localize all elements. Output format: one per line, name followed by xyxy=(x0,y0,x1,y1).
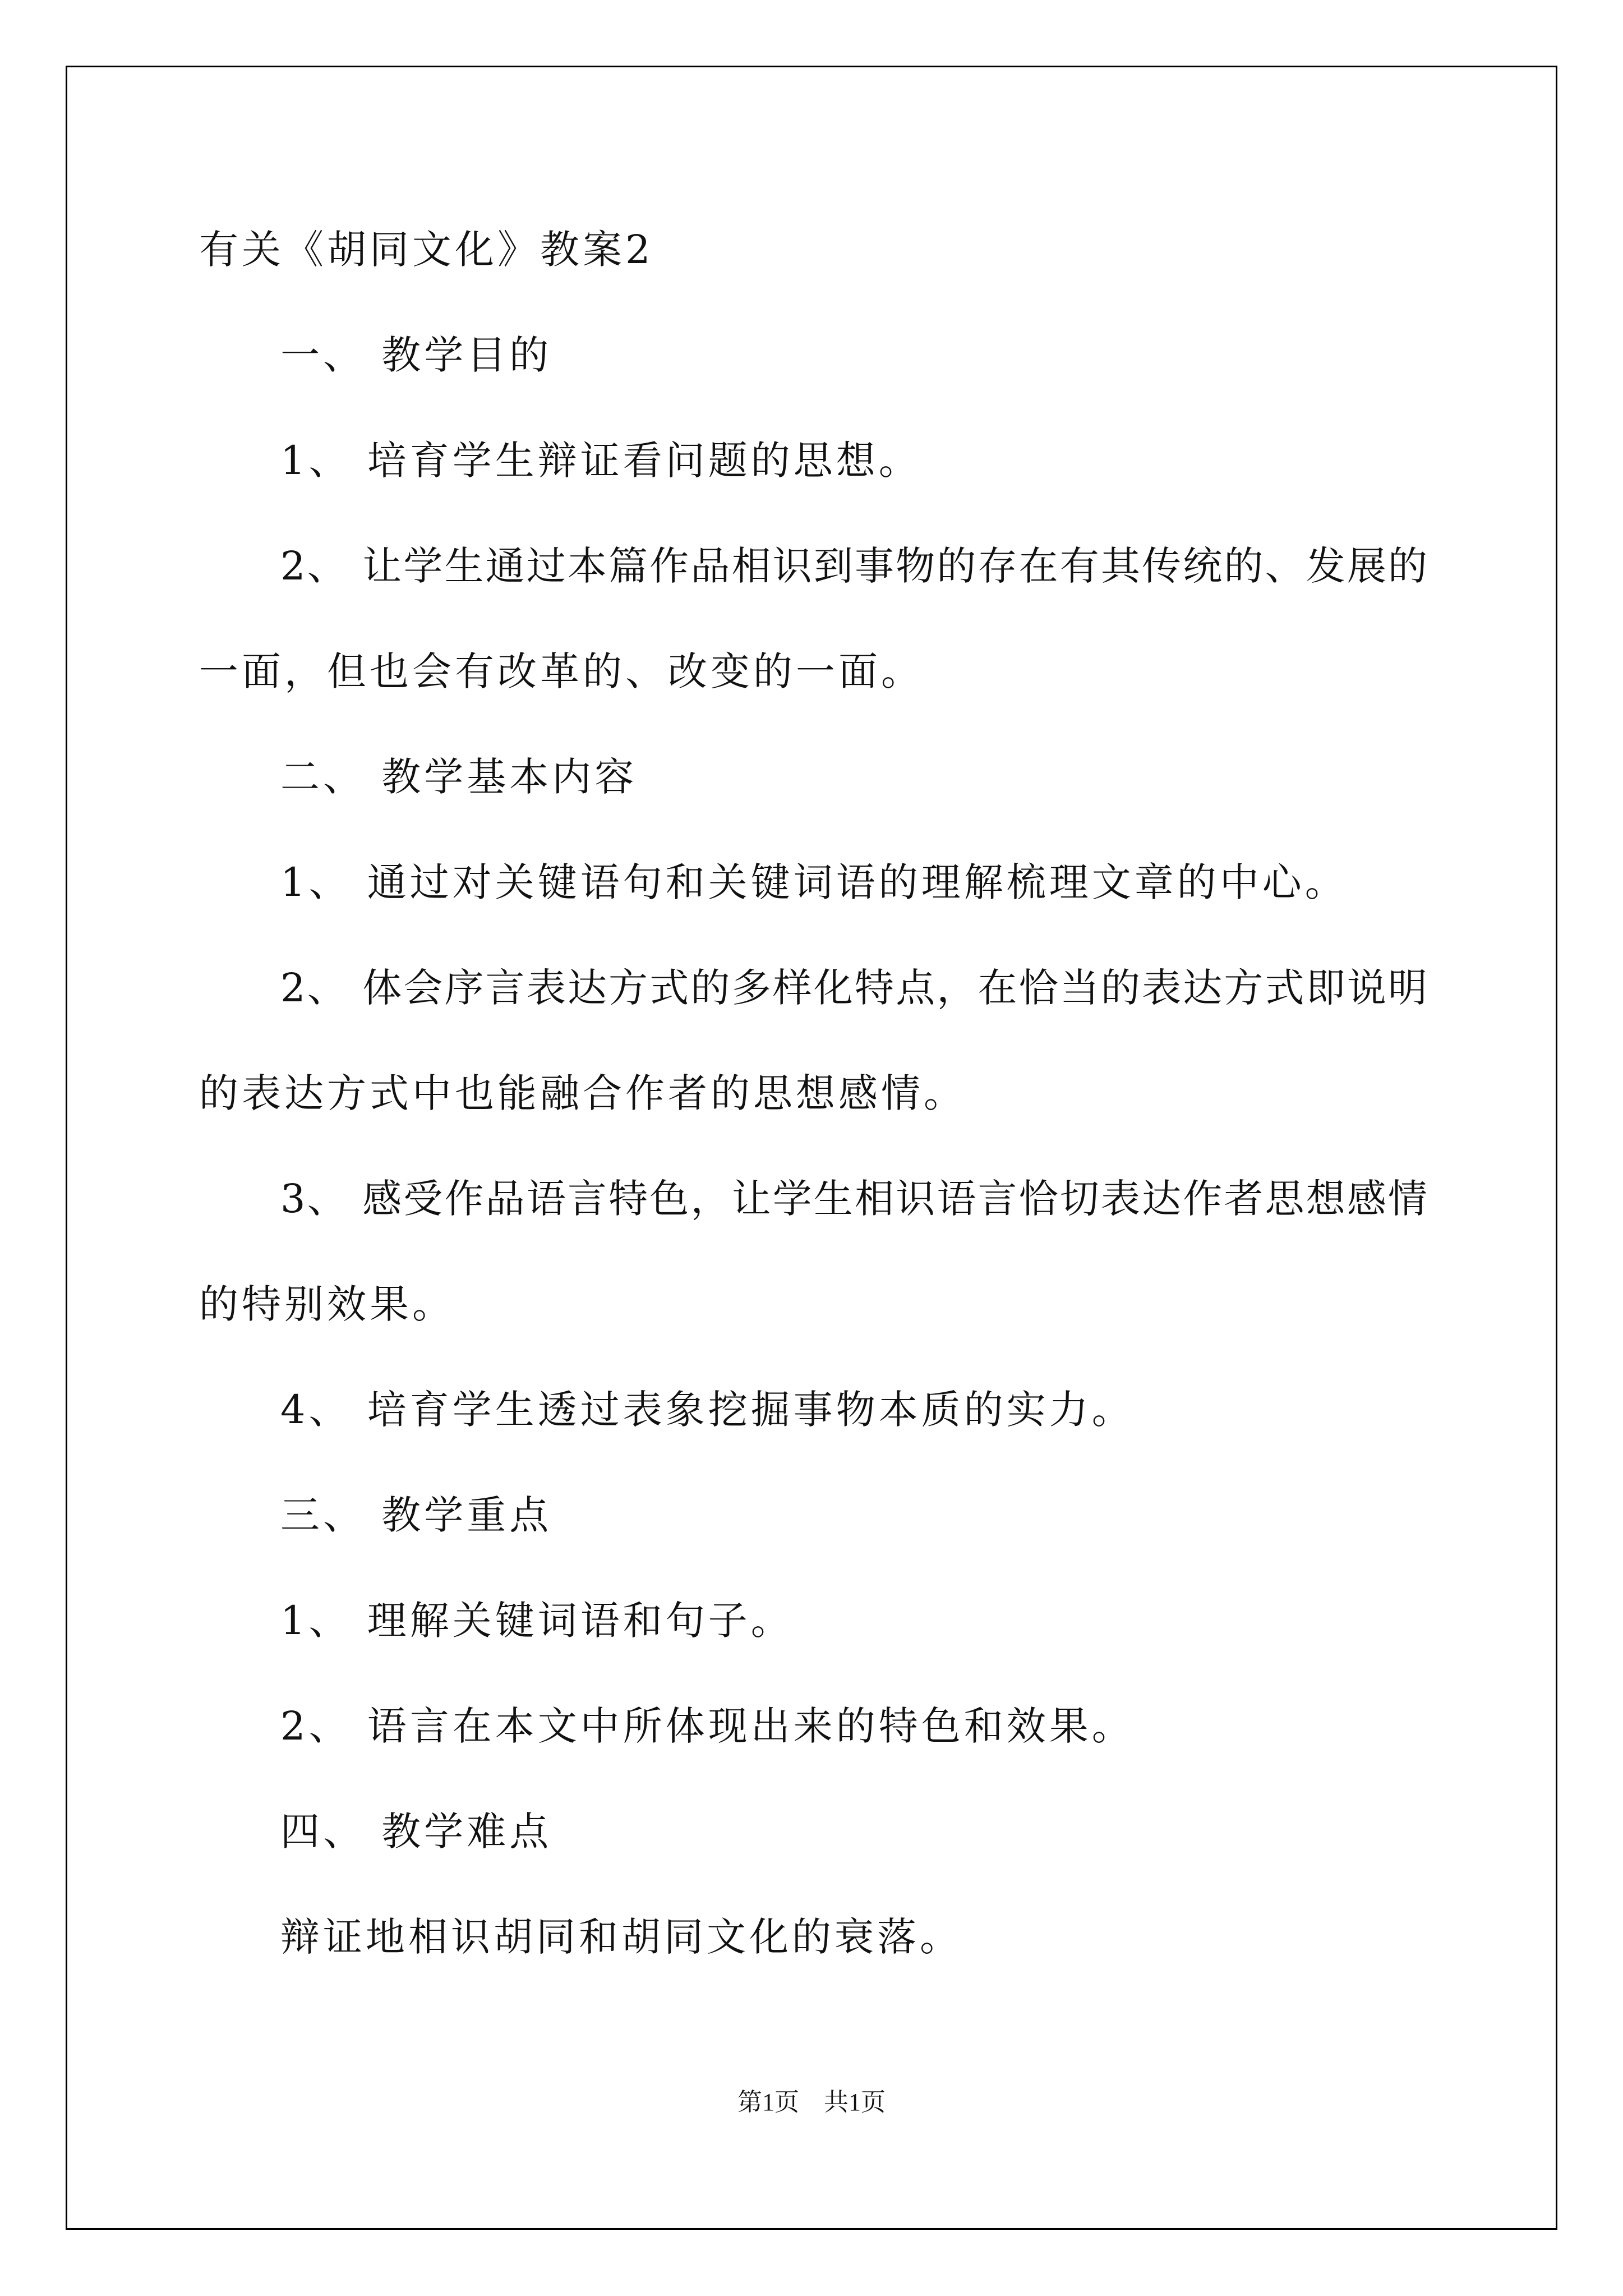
paragraph-key-point-2: 2、 语言在本文中所体现出来的特色和效果。 xyxy=(280,1703,1135,1749)
paragraph-content-4: 4、 培育学生透过表象挖掘事物本质的实力。 xyxy=(280,1387,1135,1433)
paragraph-content-3: 3、 感受作品语言特色，让学生相识语言恰切表达作者思想感情 xyxy=(280,1176,1427,1222)
paragraph-content-1: 1、 通过对关键语句和关键词语的理解梳理文章的中心。 xyxy=(280,859,1348,905)
paragraph-difficulty-1: 辩证地相识胡同和胡同文化的衰落。 xyxy=(280,1914,962,1960)
paragraph-content-2-continuation: 的表达方式中也能融合作者的思想感情。 xyxy=(199,1070,966,1116)
heading-key-points: 三、 教学重点 xyxy=(280,1492,552,1538)
paragraph-key-point-1: 1、 理解关键词语和句子。 xyxy=(280,1598,794,1644)
page-number-footer: 第1页 共1页 xyxy=(737,2088,886,2116)
document-title: 有关《胡同文化》教案2 xyxy=(199,227,654,273)
heading-content: 二、 教学基本内容 xyxy=(280,754,638,800)
heading-objectives: 一、 教学目的 xyxy=(280,332,552,378)
page-border xyxy=(66,66,1557,2230)
paragraph-objective-2-continuation: 一面，但也会有改革的、改变的一面。 xyxy=(199,648,924,694)
paragraph-content-3-continuation: 的特别效果。 xyxy=(199,1281,455,1327)
paragraph-content-2: 2、 体会序言表达方式的多样化特点，在恰当的表达方式即说明 xyxy=(280,965,1427,1011)
paragraph-objective-1: 1、 培育学生辩证看问题的思想。 xyxy=(280,438,921,484)
paragraph-objective-2: 2、 让学生通过本篇作品相识到事物的存在有其传统的、发展的 xyxy=(280,543,1427,589)
heading-difficulties: 四、 教学难点 xyxy=(280,1809,552,1855)
